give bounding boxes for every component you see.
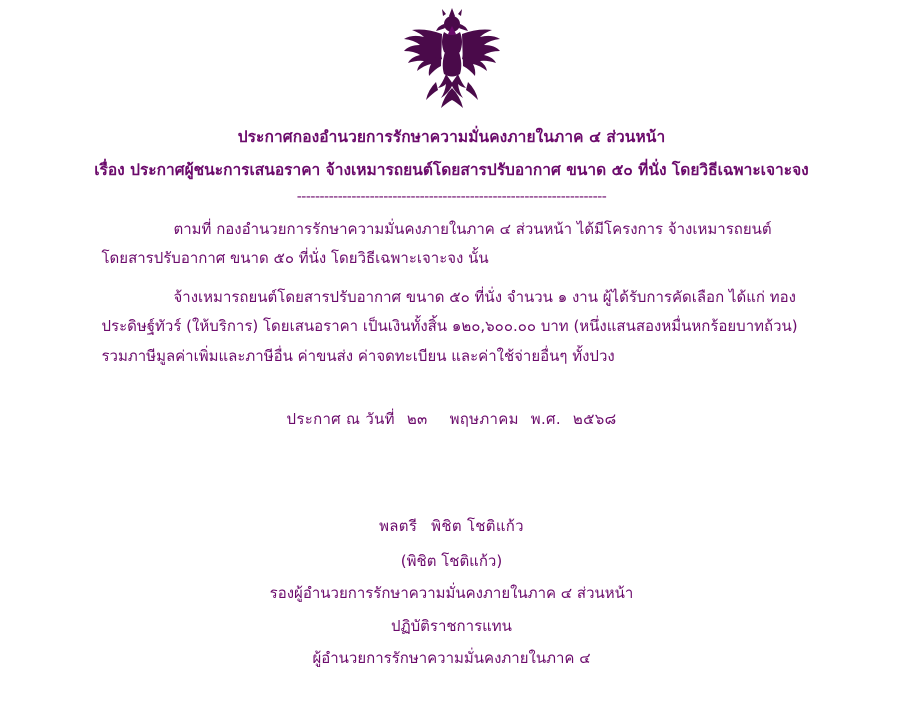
signer-role-line-3: ผู้อำนวยการรักษาความมั่นคงภายในภาค ๔: [312, 649, 591, 667]
signer-name-parenthesized: [102, 547, 802, 576]
signer-name: พิชิต โชติแก้ว: [431, 517, 524, 535]
date-year: ๒๕๖๘: [572, 409, 617, 428]
document-subheading: เรื่อง ประกาศผู้ชนะการเสนอราคา จ้างเหมารถยนต์โดยสารปรับอากาศ ขนาด ๕๐ ที่นั่ง โดยวิธีเฉพาะเจาะจง: [94, 161, 809, 180]
emblem-container: [0, 0, 903, 112]
date-prefix: ประกาศ ณ วันที่: [286, 409, 395, 428]
signer-rank-and-name: [102, 512, 802, 541]
signer-rank: พลตรี: [379, 517, 418, 535]
garuda-emblem-icon: [392, 4, 512, 112]
paren-close: ): [496, 551, 503, 570]
date-year-prefix: พ.ศ.: [530, 409, 561, 428]
document-heading: ประกาศกองอำนวยการรักษาความมั่นคงภายในภาค ๔ ส่วนหน้า: [237, 128, 666, 146]
announcement-date-line: [102, 405, 802, 434]
signature-block: [102, 512, 802, 673]
paragraph-2: จ้างเหมารถยนต์โดยสารปรับอากาศ ขนาด ๕๐ ที่นั่ง จำนวน ๑ งาน ผู้ได้รับการคัดเลือก ได้แก่ ทองประดิษฐ์ทัวร์ (ให้บริการ) โดยเสนอราคา เป็นเงินทั้งสิ้น ๑๒๐,๖๐๐.๐๐ บาท (หนึ่งแสนสองหมื่นหกร้อยบาทถ้วน) รวมภาษีมูลค่าเพิ่มและภาษีอื่น ค่าขนส่ง ค่าจดทะเบียน และค่าใช้จ่ายอื่นๆ ทั้งปวง: [101, 288, 798, 365]
signer-role-line-2: ปฏิบัติราชการแทน: [391, 616, 512, 635]
signer-name-inner: พิชิต โชติแก้ว: [406, 551, 497, 570]
document-body: [102, 215, 802, 673]
divider-line: --------------------------------------------------------------------: [296, 188, 607, 205]
paren-open: (: [400, 551, 407, 570]
date-day: ๒๓: [406, 409, 428, 428]
paragraph-1: ตามที่ กองอำนวยการรักษาความมั่นคงภายในภาค ๔ ส่วนหน้า ได้มีโครงการ จ้างเหมารถยนต์โดยสารปรับอากาศ ขนาด ๕๐ ที่นั่ง โดยวิธีเฉพาะเจาะจง นั้น: [101, 219, 772, 267]
date-month: พฤษภาคม: [449, 409, 519, 428]
signer-role-line-1: รองผู้อำนวยการรักษาความมั่นคงภายในภาค ๔ ส่วนหน้า: [269, 584, 634, 602]
